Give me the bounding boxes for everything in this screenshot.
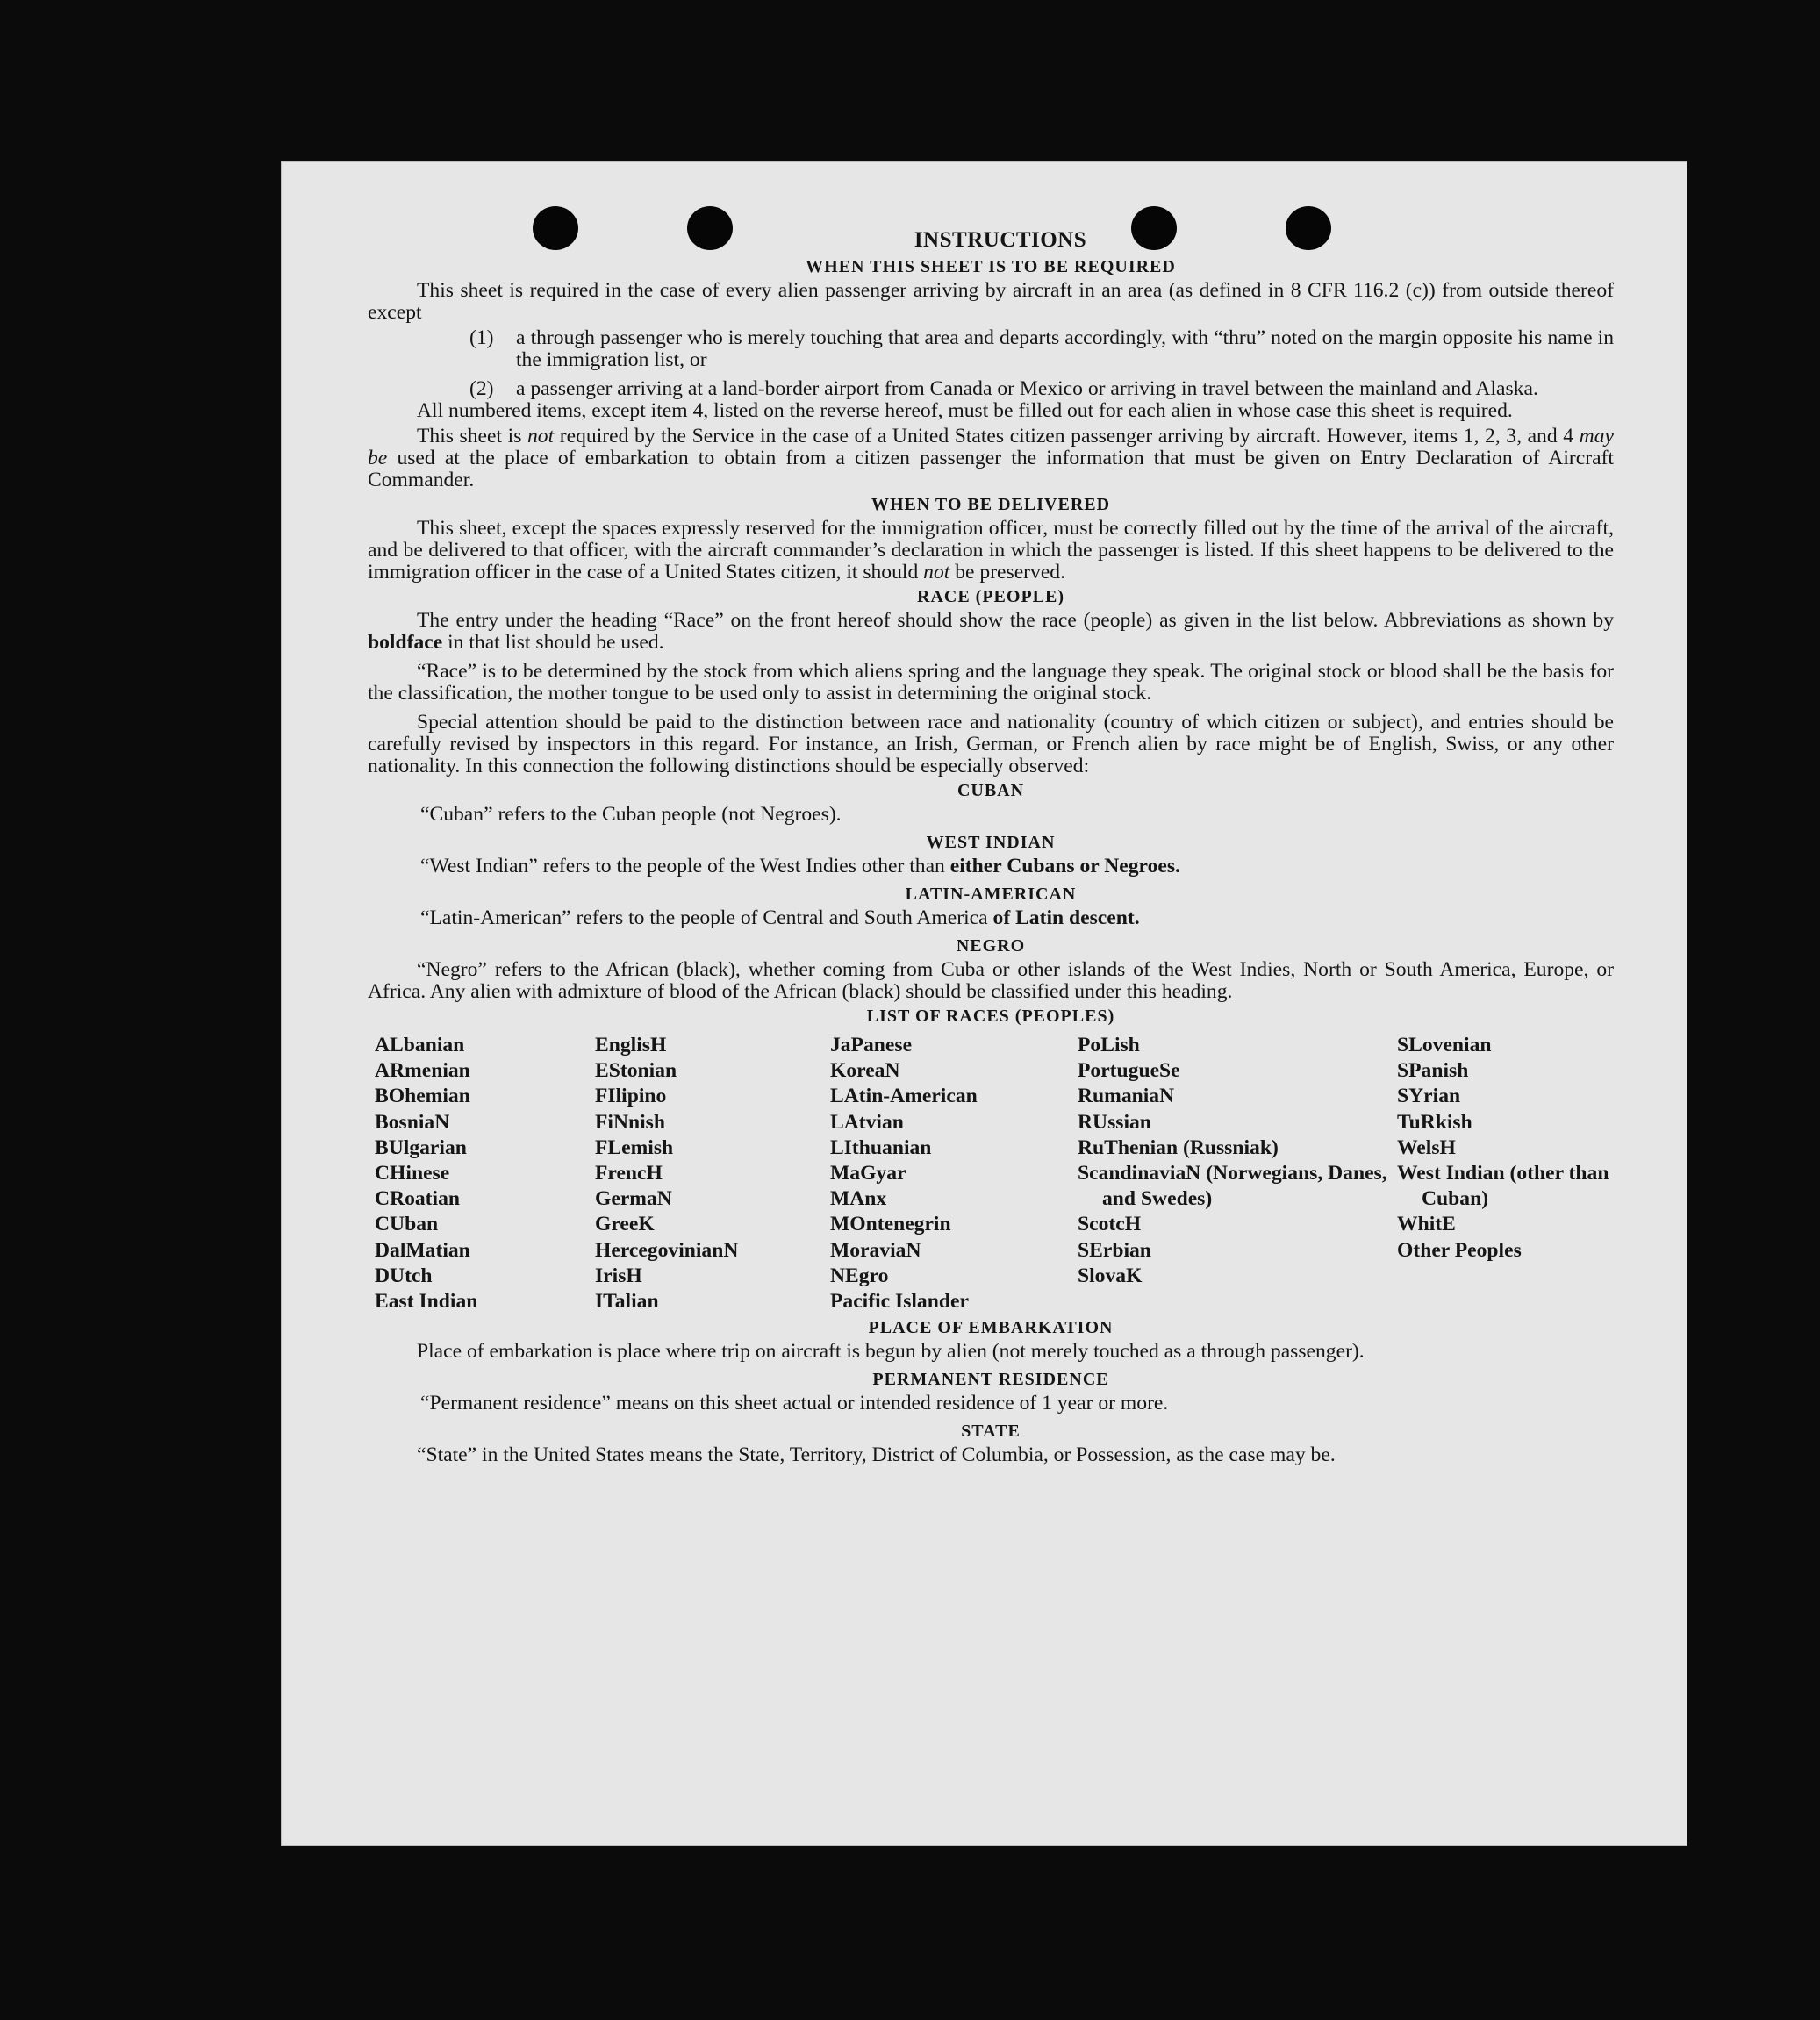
west-indian-bold: either Cubans or Negroes.: [949, 855, 1180, 877]
race-entry: CUban: [375, 1213, 439, 1236]
embarkation-text: Place of embarkation is place where trip on aircraft is begun by alien (not merely touched as a through passenger).: [417, 1340, 1365, 1364]
section-heading-when-required: WHEN THIS SHEET IS TO BE REQUIRED: [806, 257, 1176, 276]
race-entry: ScotcH: [1078, 1213, 1142, 1236]
race-entry: PortugueSe: [1078, 1059, 1180, 1083]
race-paragraph-1: [368, 610, 1614, 654]
race-entry: RuThenian (Russniak): [1078, 1135, 1279, 1159]
section-heading-negro: NEGRO: [956, 936, 1026, 956]
race-column: [1397, 1033, 1621, 1314]
race-entry: SYrian: [1397, 1085, 1461, 1108]
citizen-paragraph: [368, 426, 1614, 491]
section-heading-list-of-races: LIST OF RACES (PEOPLES): [866, 1006, 1115, 1026]
exception-text: a through passenger who is merely touching that area and departs accordingly, with “thru” noted on the margin opposite his name in the immigration list, or: [516, 326, 1614, 371]
section-heading-embarkation: PLACE OF EMBARKATION: [868, 1318, 1114, 1338]
citizen-not: not: [527, 425, 555, 448]
numbered-items-paragraph: All numbered items, except item 4, listed on the reverse hereof, must be filled out for each alien in whose case this sheet is required.: [417, 399, 1513, 422]
state-text: “State” in the United States means the State, Territory, District of Columbia, or Possession, as the case may be.: [417, 1443, 1336, 1467]
race-entry: FiNnish: [595, 1110, 665, 1134]
race-entry: NEgro: [830, 1264, 889, 1287]
race-entry: SPanish: [1397, 1059, 1469, 1083]
race-entry: JaPanese: [830, 1034, 913, 1057]
race-entry: KoreaN: [830, 1059, 900, 1083]
citizen-text-2: required by the Service in the case of a United States citizen passenger arriving by aircraft. However, items 1, 2, 3, and 4: [559, 425, 1574, 448]
race-entry: FrencH: [595, 1162, 663, 1185]
race-entry: CRoatian: [375, 1187, 461, 1211]
page-title: INSTRUCTIONS: [914, 228, 1087, 252]
race-entry: BosniaN: [375, 1110, 450, 1134]
race-entry: MaGyar: [830, 1162, 906, 1185]
race-text-1: The entry under the heading “Race” on the front hereof should show the race (people) as given in the list below. Abbreviations as shown by: [417, 609, 1614, 632]
race-entry: IrisH: [595, 1264, 642, 1287]
delivered-text-1: This sheet, except the spaces expressly reserved for the immigration officer, must be correctly filled out by the time of the arrival of the aircraft, and be delivered to that officer, with the aircraft commander’s declaration in which the passenger is listed. If this sheet happens to be delivered to the immigration officer in the case of a United States citizen, it should: [368, 517, 1614, 584]
race-entry: WhitE: [1397, 1213, 1456, 1236]
race-entry: GermaN: [595, 1187, 672, 1211]
section-heading-latin-american: LATIN-AMERICAN: [905, 885, 1077, 904]
exception-item: [469, 327, 1614, 371]
west-indian-text: “West Indian” refers to the people of the West Indies other than: [420, 855, 945, 877]
race-entry: EStonian: [595, 1059, 677, 1083]
race-entry: ITalian: [595, 1290, 659, 1314]
race-column: [830, 1033, 1078, 1314]
citizen-text-3: used at the place of embarkation to obtain from a citizen passenger the information that must be given on Entry Declaration of Aircraft Commander.: [368, 447, 1614, 491]
race-entry: MoraviaN: [830, 1238, 921, 1262]
race-paragraph-3: Special attention should be paid to the distinction between race and nationality (country of which citizen or subject), and entries should be carefully revised by inspectors in this regard. For instance, an Irish, German, or French alien by race might be of English, Swiss, or any other nationality. In this connection the following distinctions should be especially observed:: [368, 711, 1614, 777]
race-column: [1078, 1033, 1397, 1314]
residence-text: “Permanent residence” means on this sheet actual or intended residence of 1 year or more.: [420, 1392, 1169, 1415]
west-indian-paragraph: [368, 856, 1614, 877]
race-entry: DalMatian: [375, 1238, 470, 1262]
race-entry: BUlgarian: [375, 1135, 467, 1159]
document-page: [282, 162, 1687, 1845]
exception-text: a passenger arriving at a land-border airport from Canada or Mexico or arriving in travel between the mainland and Alaska.: [516, 377, 1538, 400]
race-entry: ScandinaviaN (Norwegians, Danes, and Swedes): [1078, 1162, 1387, 1211]
delivered-not: not: [923, 561, 950, 584]
race-entry: GreeK: [595, 1213, 655, 1236]
race-column: [375, 1033, 595, 1314]
race-entry: CHinese: [375, 1162, 450, 1185]
race-entry: MOntenegrin: [830, 1213, 951, 1236]
exception-number: (1): [469, 326, 494, 349]
race-column: [595, 1033, 830, 1314]
race-entry: ALbanian: [375, 1034, 465, 1057]
race-entry: LAtin-American: [830, 1085, 978, 1108]
race-entry: LAtvian: [830, 1110, 904, 1134]
race-entry: Pacific Islander: [830, 1290, 969, 1314]
citizen-maybe: may be: [368, 425, 1614, 469]
race-boldface: boldface: [368, 631, 443, 654]
race-list: [375, 1033, 1614, 1314]
race-entry: WelsH: [1397, 1135, 1456, 1159]
race-text-2: in that list should be used.: [448, 631, 664, 654]
race-entry: FIlipino: [595, 1085, 667, 1108]
race-entry: ARmenian: [375, 1059, 470, 1083]
race-entry: SlovaK: [1078, 1264, 1143, 1287]
delivered-paragraph: [368, 518, 1614, 584]
section-heading-permanent-residence: PERMANENT RESIDENCE: [872, 1370, 1109, 1390]
race-entry: SErbian: [1078, 1238, 1151, 1262]
race-entry: Other Peoples: [1397, 1238, 1522, 1262]
race-entry: LIthuanian: [830, 1135, 932, 1159]
race-entry: BOhemian: [375, 1085, 470, 1108]
race-entry: RUssian: [1078, 1110, 1151, 1134]
cuban-text: “Cuban” refers to the Cuban people (not Negroes).: [420, 803, 842, 826]
instructions-content: [368, 227, 1614, 1466]
negro-text: “Negro” refers to the African (black), whether coming from Cuba or other islands of the West Indies, North or South America, Europe, or Africa. Any alien with admixture of blood of the African (black) should be classified under this heading.: [368, 958, 1614, 1003]
delivered-text-2: be preserved.: [955, 561, 1066, 584]
race-entry: DUtch: [375, 1264, 433, 1287]
race-entry: East Indian: [375, 1290, 478, 1314]
race-entry: EnglisH: [595, 1034, 667, 1057]
section-heading-cuban: CUBAN: [957, 781, 1025, 800]
race-entry: West Indian (other than Cuban): [1397, 1162, 1609, 1211]
latin-american-paragraph: [368, 907, 1614, 929]
latin-american-bold: of Latin descent.: [992, 906, 1140, 929]
section-heading-west-indian: WEST INDIAN: [926, 833, 1056, 852]
required-intro: This sheet is required in the case of every alien passenger arriving by aircraft in an area (as defined in 8 CFR 116.2 (c)) from outside thereof except: [368, 279, 1614, 324]
section-heading-race: RACE (PEOPLE): [917, 587, 1064, 606]
race-entry: RumaniaN: [1078, 1085, 1175, 1108]
race-entry: HercegovinianN: [595, 1238, 739, 1262]
exception-number: (2): [469, 377, 494, 400]
race-paragraph-2: “Race” is to be determined by the stock from which aliens spring and the language they speak. The original stock or blood shall be the basis for the classification, the mother tongue to be used only to assist in determining the original stock.: [368, 660, 1614, 705]
section-heading-when-delivered: WHEN TO BE DELIVERED: [871, 495, 1111, 514]
latin-american-text: “Latin-American” refers to the people of Central and South America: [420, 906, 988, 929]
race-entry: MAnx: [830, 1187, 887, 1211]
race-entry: PoLish: [1078, 1034, 1140, 1057]
race-entry: SLovenian: [1397, 1034, 1492, 1057]
race-entry: TuRkish: [1397, 1110, 1472, 1134]
race-entry: FLemish: [595, 1135, 674, 1159]
exception-item: [469, 378, 1614, 400]
section-heading-state: STATE: [961, 1422, 1021, 1442]
citizen-text-1: This sheet is: [417, 425, 522, 448]
